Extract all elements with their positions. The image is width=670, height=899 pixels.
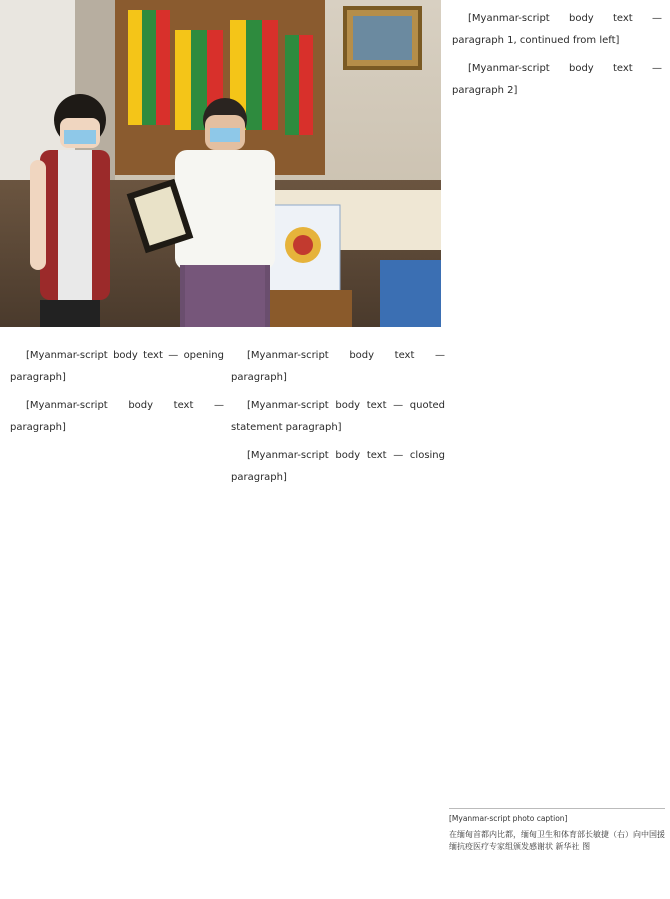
article-quote-paragraph: [Myanmar-script body text — quoted statement paragraph] [231, 400, 445, 433]
article-column-right [452, 8, 662, 108]
article-paragraph: [Myanmar-script body text — paragraph 1, continued from left] [452, 13, 662, 46]
news-photo [0, 0, 441, 327]
photo-caption [449, 808, 665, 893]
photo-ceremony-icon [0, 0, 441, 327]
article-paragraph: [Myanmar-script body text — closing paragraph] [231, 450, 445, 483]
caption-chinese: 在缅甸首都内比都，缅甸卫生和体育部长敏捷（右）向中国援缅抗疫医疗专家组颁发感谢状 新华社 图 [449, 830, 665, 851]
caption-myanmar: [Myanmar-script photo caption] [449, 814, 568, 823]
article-paragraph: [Myanmar-script body text — opening paragraph] [10, 350, 224, 383]
article-column-middle [231, 345, 445, 495]
article-paragraph: [Myanmar-script body text — paragraph] [10, 400, 224, 433]
article-paragraph: [Myanmar-script body text — paragraph] [231, 350, 445, 383]
article-paragraph: [Myanmar-script body text — paragraph 2] [452, 63, 662, 96]
article-column-left [10, 345, 224, 445]
